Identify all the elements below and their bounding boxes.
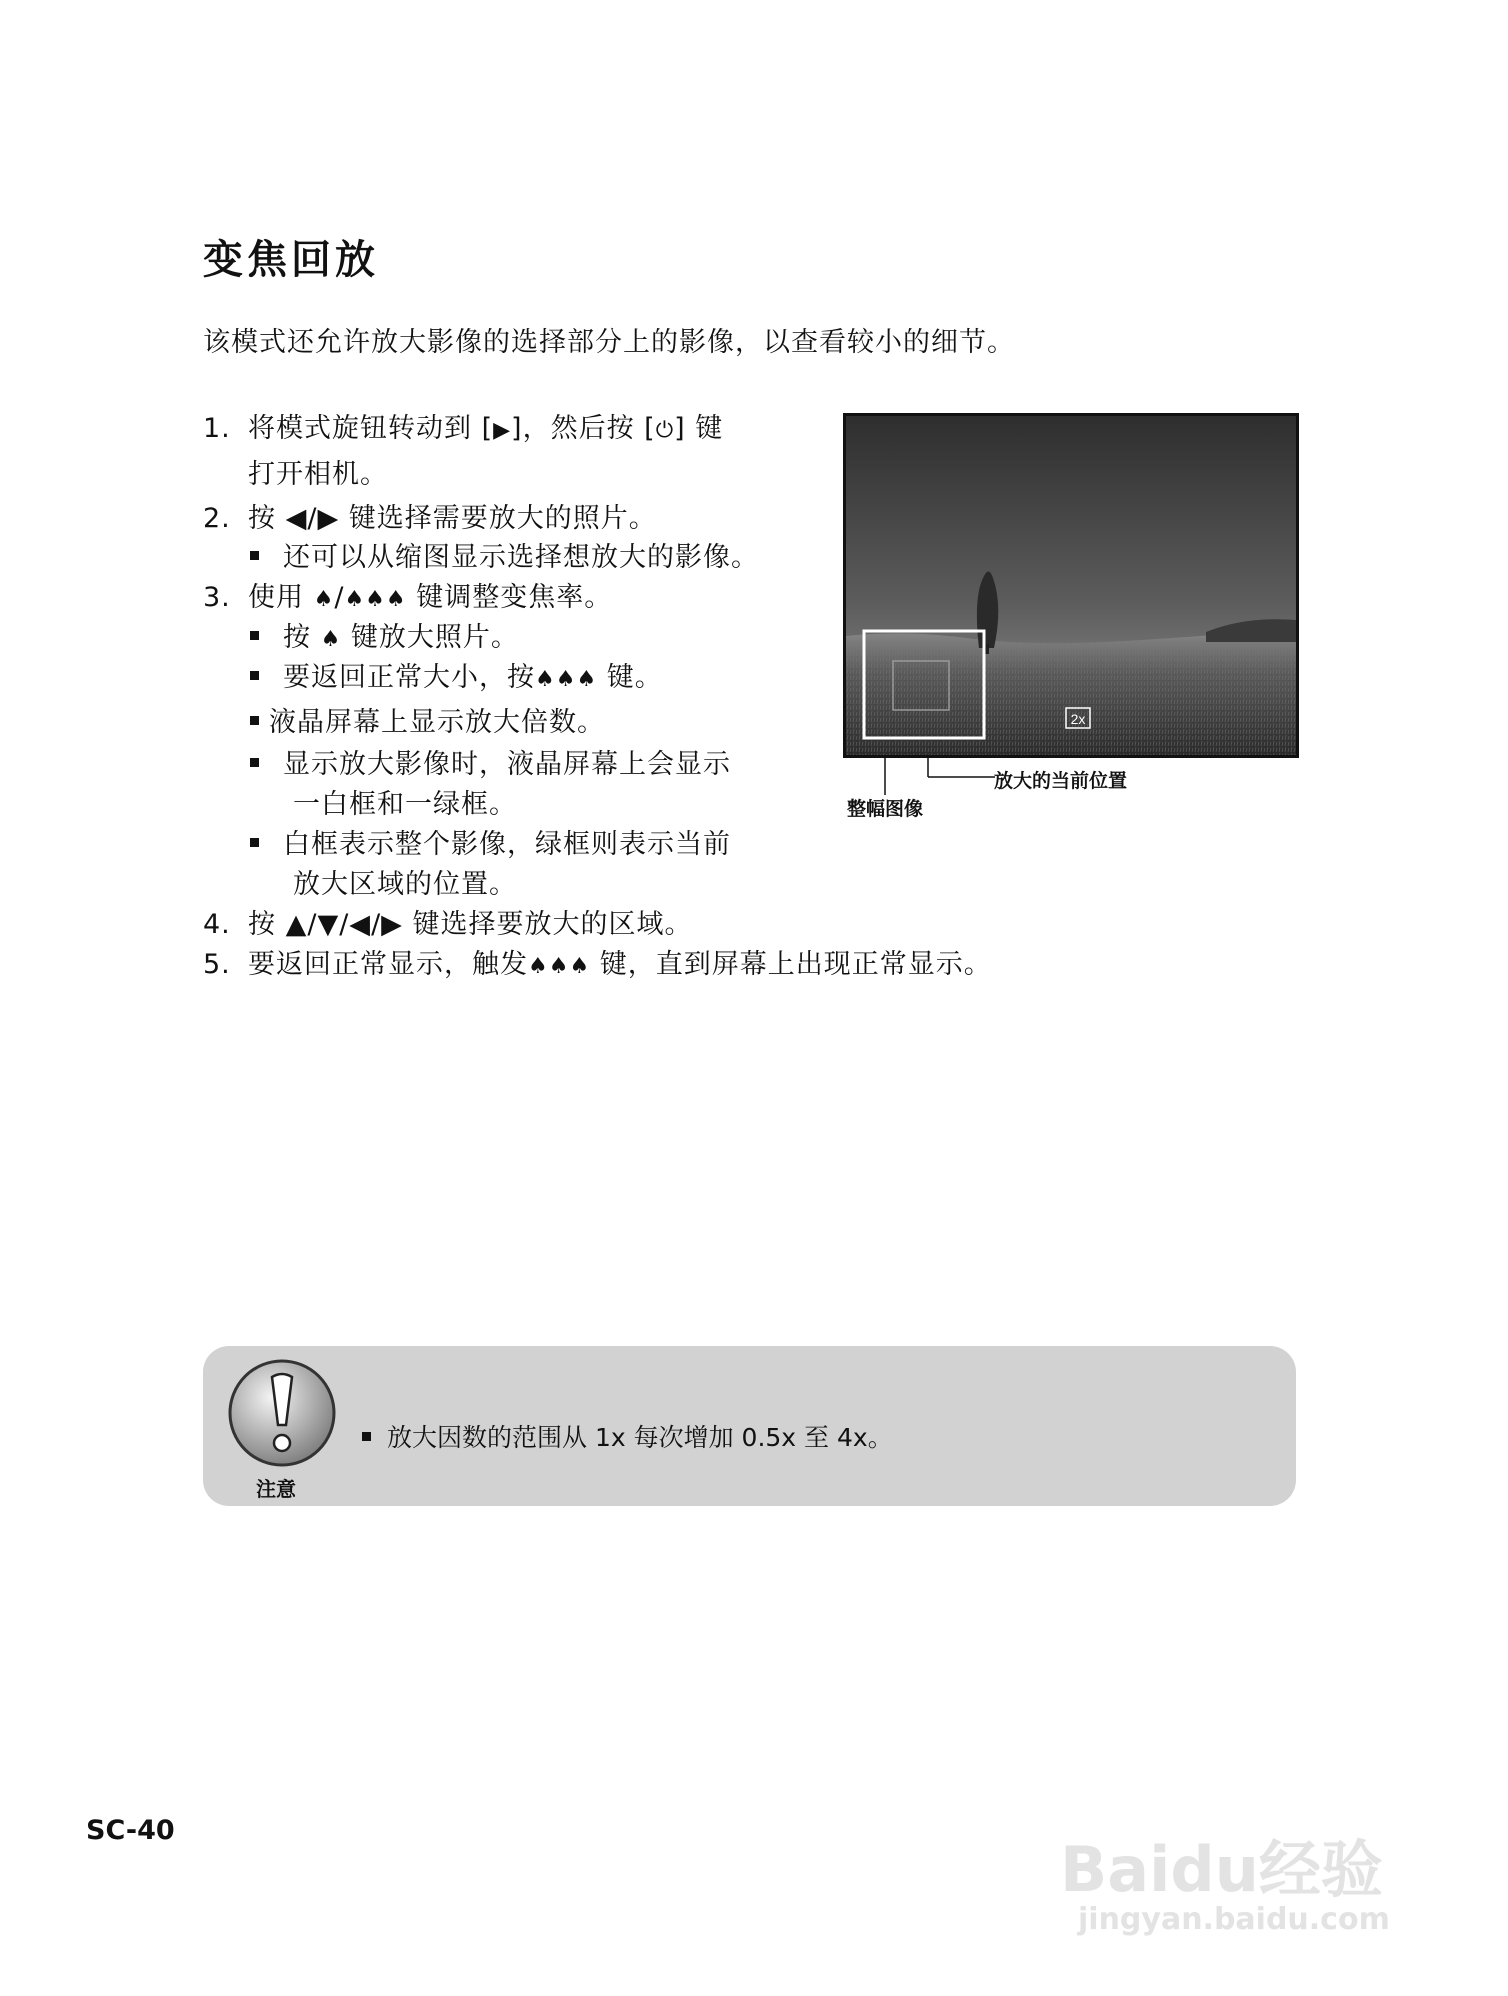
bullet-square-icon (250, 551, 259, 560)
bullet-square-icon (250, 716, 259, 725)
bullet-square-icon (250, 758, 259, 767)
step-3-bullet-3: 液晶屏幕上显示放大倍数。 (250, 700, 605, 739)
page-title: 变焦回放 (203, 237, 379, 283)
bullet-square-icon (250, 631, 259, 640)
zoom-wide-icon: ♠♠♠ (344, 587, 407, 612)
power-icon: ⏻ (655, 418, 675, 443)
step-number: 2. (203, 503, 231, 534)
step-3-bullet-1: 按 ♠ 键放大照片。 (250, 615, 519, 654)
page-number: SC-40 (86, 1815, 175, 1846)
paw-icon: du (1170, 1833, 1259, 1906)
step-1-line-2: 打开相机。 (248, 459, 388, 490)
warning-icon (226, 1357, 338, 1469)
caption-whole-image: 整幅图像 (847, 798, 924, 820)
step-1: 1. 将模式旋钮转动到 [▶]，然后按 [⏻] 键 (203, 413, 724, 444)
zoom-playback-photo (843, 413, 1299, 758)
caption-current-position: 放大的当前位置 (994, 770, 1128, 792)
step-3-bullet-5-line-2: 放大区域的位置。 (293, 869, 517, 900)
step-number: 1. (203, 413, 231, 444)
step-3-bullet-4: 显示放大影像时，液晶屏幕上会显示 (250, 742, 731, 781)
note-text: 放大因数的范围从 1x 每次增加 0.5x 至 4x。 (362, 1418, 893, 1454)
watermark-logo: Baidu经验 (1060, 1833, 1383, 1906)
playback-icon: ▶ (493, 418, 512, 443)
step-5: 5. 要返回正常显示，触发♠♠♠ 键，直到屏幕上出现正常显示。 (203, 949, 992, 980)
bullet-square-icon (250, 671, 259, 680)
step-2-bullet: 还可以从缩图显示选择想放大的影像。 (250, 535, 759, 574)
intro-paragraph: 该模式还允许放大影像的选择部分上的影像，以查看较小的细节。 (203, 327, 1015, 358)
step-4: 4. 按 ▲/▼/◀/▶ 键选择要放大的区域。 (203, 909, 693, 940)
step-3: 3. 使用 ♠/♠♠♠ 键调整变焦率。 (203, 582, 613, 613)
step-number: 3. (203, 582, 231, 613)
note-label: 注意 (256, 1477, 296, 1501)
step-3-bullet-5: 白框表示整个影像，绿框则表示当前 (250, 822, 731, 861)
bullet-square-icon (250, 838, 259, 847)
landscape-image (846, 416, 1296, 755)
step-number: 5. (203, 949, 231, 980)
zoom-tele-icon: ♠ (313, 587, 335, 612)
bullet-square-icon (362, 1432, 371, 1441)
step-2: 2. 按 ◀/▶ 键选择需要放大的照片。 (203, 503, 657, 534)
step-number: 4. (203, 909, 231, 940)
step-3-bullet-2: 要返回正常大小，按♠♠♠ 键。 (250, 655, 663, 694)
zoom-tele-icon: ♠ (320, 627, 342, 652)
zoom-indicator: 2x (1070, 711, 1086, 727)
zoom-wide-icon: ♠♠♠ (528, 954, 591, 979)
zoom-wide-icon: ♠♠♠ (535, 667, 598, 692)
watermark-url: jingyan.baidu.com (1078, 1902, 1390, 1937)
step-3-bullet-4-line-2: 一白框和一绿框。 (293, 789, 517, 820)
